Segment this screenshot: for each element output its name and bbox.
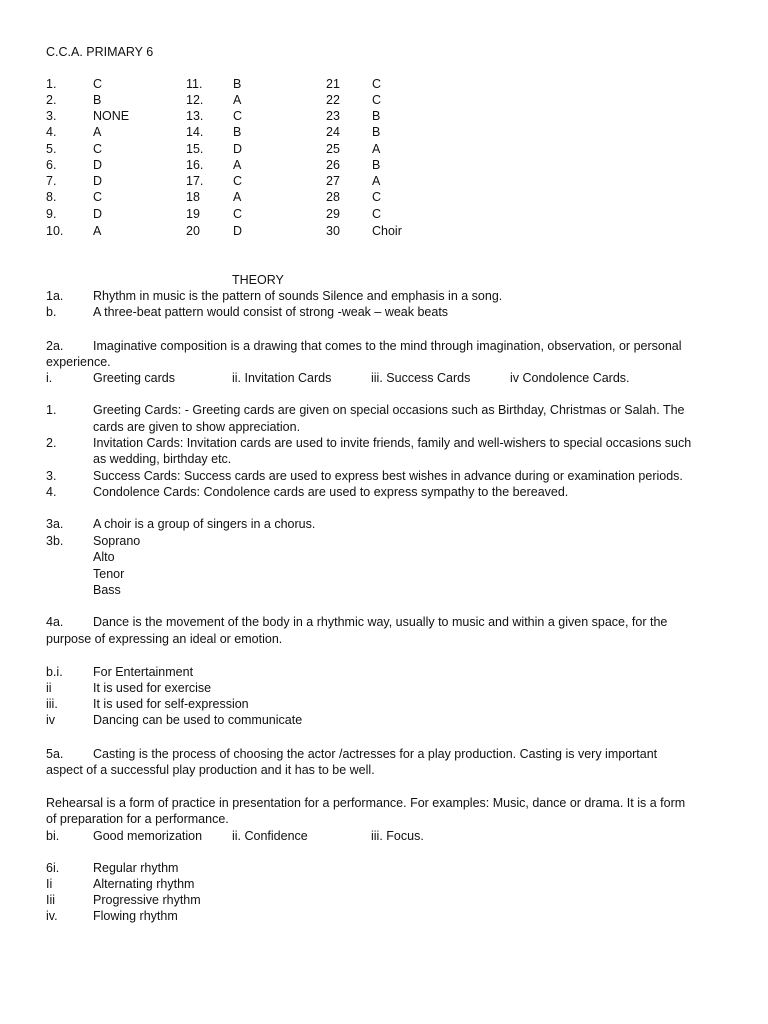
answer: B [93, 93, 102, 107]
card-item-label: 4. [46, 485, 57, 499]
voice-item: Soprano [93, 534, 141, 548]
q4b-label: iv [46, 713, 56, 727]
card-item-text: as wedding, birthday etc. [93, 452, 232, 466]
answer: C [372, 77, 382, 91]
answer: A [372, 174, 381, 188]
card-item-text: Invitation Cards: Invitation cards are used to invite friends, family and well-wishers to special occasions such [93, 436, 692, 450]
q5b-item: Good memorization [93, 829, 203, 843]
voice-item: Tenor [93, 567, 125, 581]
rhythm-item: Progressive rhythm [93, 893, 201, 907]
q-number: 24 [326, 125, 340, 139]
q6-label: iv. [46, 909, 58, 923]
q2a-answer-line2: experience. [46, 355, 111, 369]
answer: D [233, 142, 243, 156]
answer: C [233, 207, 243, 221]
answer: C [372, 190, 382, 204]
q-number: 12. [186, 93, 204, 107]
q2-list-item: ii. Invitation Cards [232, 371, 332, 385]
q2a-label: 2a. [46, 339, 64, 353]
answer: C [233, 109, 243, 123]
q-number: 22 [326, 93, 340, 107]
rhythm-item: Flowing rhythm [93, 909, 178, 923]
q-number: 3. [46, 109, 57, 123]
card-item-text: Condolence Cards: Condolence cards are used to express sympathy to the bereaved. [93, 485, 569, 499]
answer: D [233, 224, 243, 238]
answer: A [233, 93, 242, 107]
q-number: 19 [186, 207, 200, 221]
q5a-answer-line2: aspect of a successful play production and it has to be well. [46, 763, 375, 777]
q4a-answer-line2: purpose of expressing an ideal or emotion. [46, 632, 283, 646]
card-item-label: 2. [46, 436, 57, 450]
q-number: 5. [46, 142, 57, 156]
q-number: 23 [326, 109, 340, 123]
q-number: 26 [326, 158, 340, 172]
q2-list-item: iii. Success Cards [371, 371, 471, 385]
q-number: 18 [186, 190, 200, 204]
theory-heading: THEORY [232, 273, 284, 287]
answer: B [233, 77, 242, 91]
answer: D [93, 158, 103, 172]
q-number: 10. [46, 224, 64, 238]
answer: C [372, 93, 382, 107]
q-number: 16. [186, 158, 204, 172]
q2-list-item: iv Condolence Cards. [510, 371, 630, 385]
q2a-answer-line1: Imaginative composition is a drawing that comes to the mind through imagination, observation, or personal [93, 339, 682, 353]
answer: B [372, 125, 381, 139]
q4b-item: For Entertainment [93, 665, 194, 679]
rhythm-item: Regular rhythm [93, 861, 179, 875]
q5b-item: iii. Focus. [371, 829, 424, 843]
q3a-answer: A choir is a group of singers in a chorus. [93, 517, 316, 531]
q5b-label: bi. [46, 829, 60, 843]
q4b-item: Dancing can be used to communicate [93, 713, 303, 727]
q1a-label: 1a. [46, 289, 64, 303]
q5b-item: ii. Confidence [232, 829, 308, 843]
q-number: 20 [186, 224, 200, 238]
answer: D [93, 207, 103, 221]
q4b-label: b.i. [46, 665, 63, 679]
answer: Choir [372, 224, 402, 238]
q4b-label: ii [46, 681, 52, 695]
q1a-answer: Rhythm in music is the pattern of sounds Silence and emphasis in a song. [93, 289, 503, 303]
q-number: 8. [46, 190, 57, 204]
q-number: 29 [326, 207, 340, 221]
q-number: 7. [46, 174, 57, 188]
q1b-answer: A three-beat pattern would consist of strong -weak – weak beats [93, 305, 449, 319]
page-title: C.C.A. PRIMARY 6 [46, 45, 154, 59]
q-number: 11. [186, 77, 203, 91]
q4b-label: iii. [46, 697, 58, 711]
card-item-text: cards are given to show appreciation. [93, 420, 301, 434]
answer: C [93, 77, 103, 91]
q-number: 17. [186, 174, 204, 188]
q-number: 4. [46, 125, 57, 139]
answer: C [93, 190, 103, 204]
voice-item: Bass [93, 583, 121, 597]
q4b-item: It is used for self-expression [93, 697, 249, 711]
q-number: 21 [326, 77, 340, 91]
q5a-label: 5a. [46, 747, 64, 761]
answer: C [372, 207, 382, 221]
answer: A [93, 125, 102, 139]
answer: A [93, 224, 102, 238]
q-number: 13. [186, 109, 204, 123]
q-number: 25 [326, 142, 340, 156]
answer: B [372, 158, 381, 172]
card-item-text: Greeting Cards: - Greeting cards are given on special occasions such as Birthday, Christmas or Salah. The [93, 403, 685, 417]
card-item-label: 1. [46, 403, 57, 417]
q3b-label: 3b. [46, 534, 64, 548]
answer: D [93, 174, 103, 188]
answer: C [233, 174, 243, 188]
answer: A [233, 190, 242, 204]
q3a-label: 3a. [46, 517, 64, 531]
card-item-text: Success Cards: Success cards are used to express best wishes in advance during or examination periods. [93, 469, 683, 483]
answer: NONE [93, 109, 130, 123]
rhythm-item: Alternating rhythm [93, 877, 195, 891]
q6-label: Iii [46, 893, 56, 907]
rehearsal-text-line1: Rehearsal is a form of practice in presentation for a performance. For examples: Music, dance or drama. It is a form [46, 796, 686, 810]
q4a-label: 4a. [46, 615, 64, 629]
q4b-item: It is used for exercise [93, 681, 212, 695]
q-number: 1. [46, 77, 57, 91]
answer: B [372, 109, 381, 123]
q1b-label: b. [46, 305, 57, 319]
card-item-label: 3. [46, 469, 57, 483]
answer: A [372, 142, 381, 156]
q-number: 14. [186, 125, 204, 139]
rehearsal-text-line2: of preparation for a performance. [46, 812, 229, 826]
voice-item: Alto [93, 550, 115, 564]
q-number: 9. [46, 207, 57, 221]
q-number: 30 [326, 224, 340, 238]
q-number: 6. [46, 158, 57, 172]
q-number: 15. [186, 142, 204, 156]
q-number: 2. [46, 93, 57, 107]
answer: B [233, 125, 242, 139]
answer: C [93, 142, 103, 156]
q2-list-item: Greeting cards [93, 371, 175, 385]
answer: A [233, 158, 242, 172]
q6-label: Ii [46, 877, 53, 891]
q-number: 27 [326, 174, 340, 188]
q5a-answer-line1: Casting is the process of choosing the actor /actresses for a play production. Casting is very important [93, 747, 658, 761]
q6-label: 6i. [46, 861, 60, 875]
q-number: 28 [326, 190, 340, 204]
q4a-answer-line1: Dance is the movement of the body in a rhythmic way, usually to music and within a given space, for the [93, 615, 668, 629]
q2-list-label: i. [46, 371, 53, 385]
